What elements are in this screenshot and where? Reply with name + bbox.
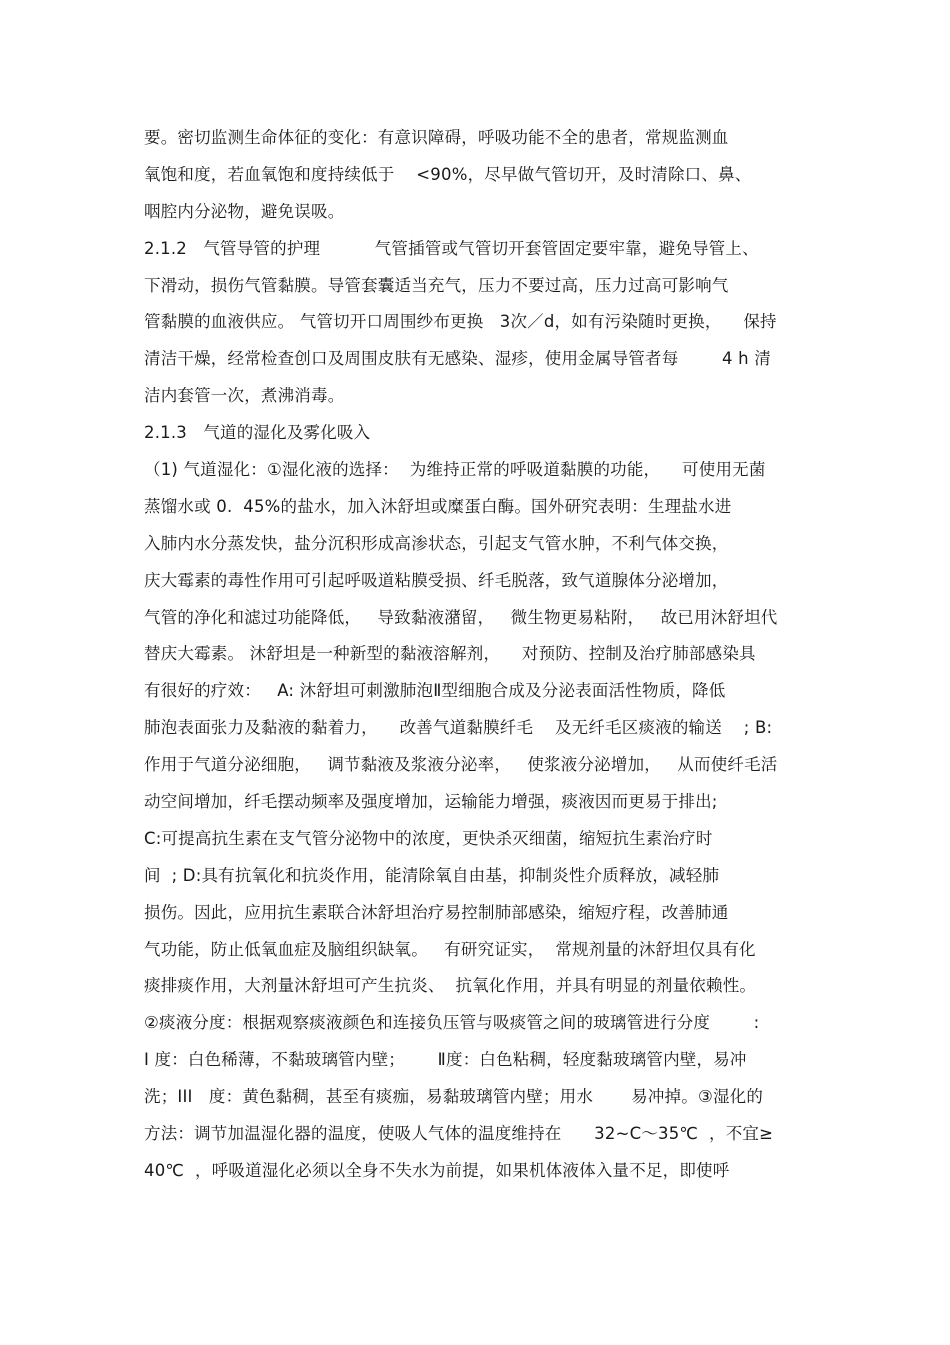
- text-line: 入肺内水分蒸发快，盐分沉积形成高渗状态，引起支气管水肿，不利气体交换，: [144, 533, 729, 553]
- text-line: 氧饱和度，若血氧饱和度持续低于 <90%，尽早做气管切开，及时清除口、鼻、: [144, 164, 752, 184]
- text-line: 方法：调节加温湿化器的温度，使吸人气体的温度维持在 32~C～35℃ ，不宜≥: [144, 1124, 774, 1144]
- document-body: [144, 120, 816, 1190]
- text-line: 作用于气道分泌细胞， 调节黏液及浆液分泌率， 使浆液分泌增加， 从而使纤毛活: [144, 755, 778, 775]
- text-line: 有很好的疗效： A: 沐舒坦可刺激肺泡Ⅱ型细胞合成及分泌表面活性物质，降低: [144, 681, 726, 701]
- text-line: 替庆大霉素。 沐舒坦是一种新型的黏液溶解剂， 对预防、控制及治疗肺部感染具: [144, 644, 756, 664]
- text-line: 洁内套管一次，煮沸消毒。: [144, 386, 345, 406]
- text-line: I 度：白色稀薄，不黏玻璃管内壁； Ⅱ度：白色粘稠，轻度黏玻璃管内壁，易冲: [144, 1050, 747, 1070]
- section-heading-2-1-2: 2.1.2 气管导管的护理 气管插管或气管切开套管固定要牢靠，避免导管上、: [144, 238, 759, 258]
- text-line: 气管的净化和滤过功能降低， 导致黏液潴留， 微生物更易粘附， 故已用沐舒坦代: [144, 607, 778, 627]
- text-line: 40℃ ，呼吸道湿化必须以全身不失水为前提，如果机体液体入量不足，即使呼: [144, 1160, 730, 1180]
- text-line: 要。密切监测生命体征的变化：有意识障碍，呼吸功能不全的患者，常规监测血: [144, 128, 729, 147]
- text-line: 蒸馏水或 0. 45%的盐水，加入沐舒坦或糜蛋白酶。国外研究表明：生理盐水进: [144, 496, 732, 516]
- text-line: 下滑动，损伤气管黏膜。导管套囊适当充气，压力不要过高，压力过高可影响气: [144, 275, 729, 295]
- section-heading-2-1-3: 2.1.3 气道的湿化及雾化吸入: [144, 423, 371, 443]
- text-line: C:可提高抗生素在支气管分泌物中的浓度，更快杀灭细菌，缩短抗生素治疗时: [144, 828, 713, 848]
- text-line: 损伤。因此，应用抗生素联合沐舒坦治疗易控制肺部感染，缩短疗程，改善肺通: [144, 902, 729, 922]
- text-line: 清洁干燥，经常检查创口及周围皮肤有无感染、湿疹，使用金属导管者每 4 h 清: [144, 349, 771, 369]
- text-line: 庆大霉素的毒性作用可引起呼吸道粘膜受损、纤毛脱落，致气道腺体分泌增加，: [144, 570, 729, 590]
- text-line: 肺泡表面张力及黏液的黏着力， 改善气道黏膜纤毛 及无纤毛区痰液的输送 ; B:: [144, 718, 773, 738]
- text-line: 动空间增加，纤毛摆动频率及强度增加，运输能力增强，痰液因而更易于排出;: [144, 792, 718, 812]
- text-line: ②痰液分度：根据观察痰液颜色和连接负压管与吸痰管之间的玻璃管进行分度 :: [144, 1013, 760, 1033]
- text-line: 间 ; D:具有抗氧化和抗炎作用，能清除氧自由基，抑制炎性介质释放，减轻肺: [144, 865, 720, 885]
- text-line: 管黏膜的血液供应。 气管切开口周围纱布更换 3次／d，如有污染随时更换， 保持: [144, 312, 777, 332]
- text-line: 洗；III 度：黄色黏稠，甚至有痰痂，易黏玻璃管内壁；用水 易冲掉。③湿化的: [144, 1087, 764, 1107]
- text-line: （1) 气道湿化：①湿化液的选择： 为维持正常的呼吸道黏膜的功能， 可使用无菌: [144, 460, 766, 480]
- text-line: 痰排痰作用，大剂量沐舒坦可产生抗炎、 抗氧化作用，并具有明显的剂量依赖性。: [144, 976, 757, 996]
- text-line: 气功能，防止低氧血症及脑组织缺氧。 有研究证实， 常规剂量的沐舒坦仅具有化: [144, 939, 756, 959]
- text-line: 咽腔内分泌物，避免误吸。: [144, 201, 345, 221]
